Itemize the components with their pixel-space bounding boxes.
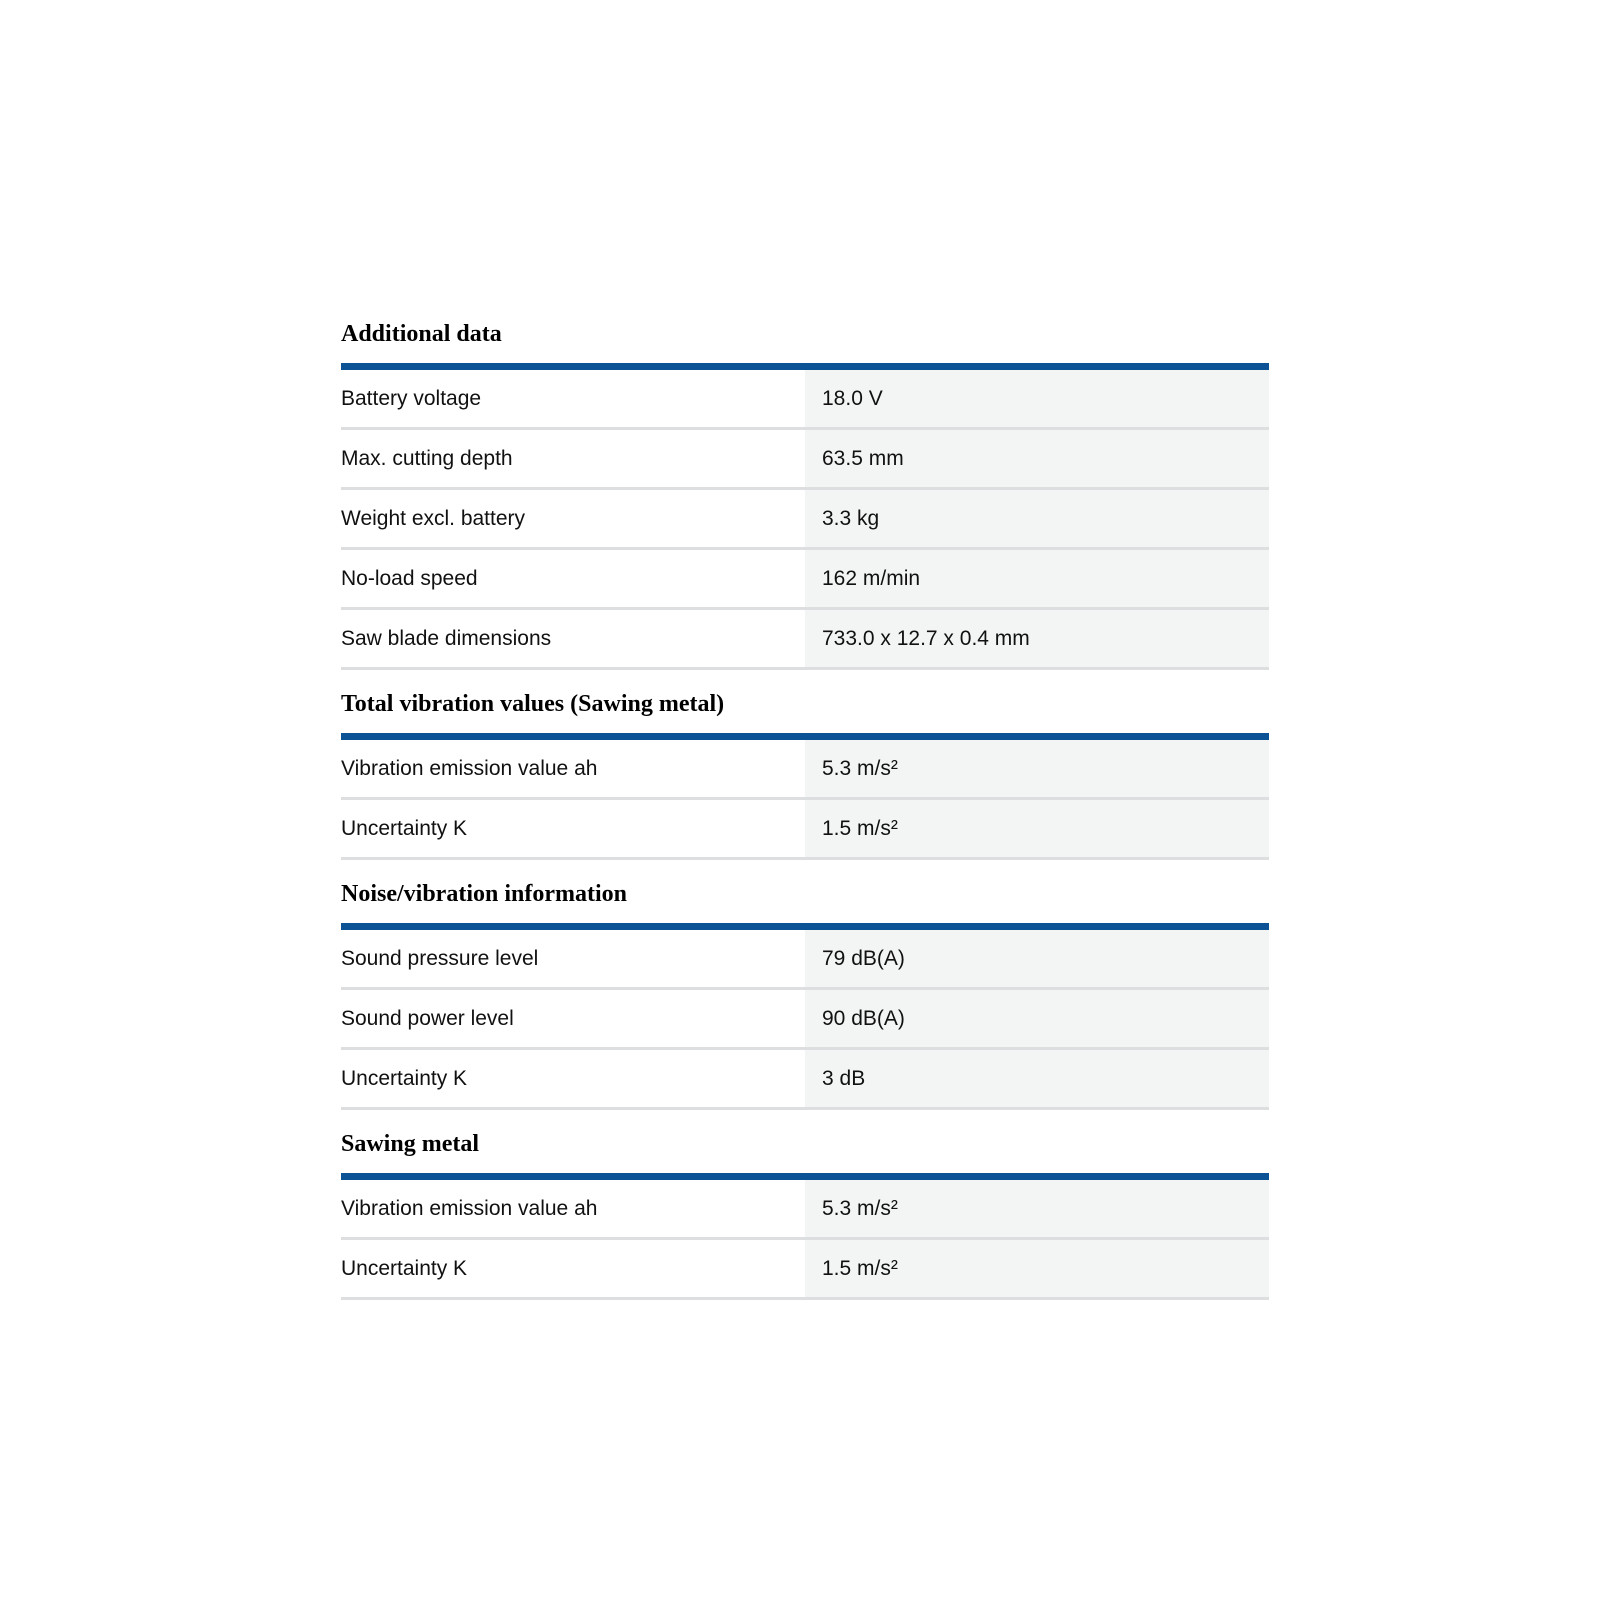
section-divider-bar [341, 733, 1269, 740]
spec-label: Uncertainty K [341, 1240, 805, 1297]
spec-value: 5.3 m/s² [805, 740, 1269, 797]
spec-label: Saw blade dimensions [341, 610, 805, 667]
spec-row-vibration-emission [341, 740, 1269, 800]
spec-value: 1.5 m/s² [805, 1240, 1269, 1297]
section-title: Additional data [341, 321, 502, 347]
spec-row-sound-pressure-level [341, 930, 1269, 990]
section-divider-bar [341, 1173, 1269, 1180]
spec-row-uncertainty [341, 1050, 1269, 1110]
spec-value: 63.5 mm [805, 430, 1269, 487]
spec-row-vibration-emission [341, 1180, 1269, 1240]
spec-sheet [341, 316, 1269, 1300]
spec-row-battery-voltage [341, 370, 1269, 430]
spec-label: Battery voltage [341, 370, 805, 427]
section-noise-vibration-information [341, 876, 1269, 1110]
spec-value: 1.5 m/s² [805, 800, 1269, 857]
spec-label: Uncertainty K [341, 800, 805, 857]
spec-label: No-load speed [341, 550, 805, 607]
spec-label: Weight excl. battery [341, 490, 805, 547]
spec-value: 18.0 V [805, 370, 1269, 427]
spec-value: 90 dB(A) [805, 990, 1269, 1047]
spec-label: Sound pressure level [341, 930, 805, 987]
spec-value: 3 dB [805, 1050, 1269, 1107]
section-sawing-metal [341, 1126, 1269, 1300]
spec-row-saw-blade-dimensions [341, 610, 1269, 670]
spec-label: Uncertainty K [341, 1050, 805, 1107]
spec-value: 162 m/min [805, 550, 1269, 607]
spec-value: 5.3 m/s² [805, 1180, 1269, 1237]
spec-row-uncertainty [341, 800, 1269, 860]
spec-value: 79 dB(A) [805, 930, 1269, 987]
section-divider-bar [341, 923, 1269, 930]
spec-row-uncertainty [341, 1240, 1269, 1300]
spec-row-no-load-speed [341, 550, 1269, 610]
section-total-vibration-values [341, 686, 1269, 860]
spec-value: 3.3 kg [805, 490, 1269, 547]
spec-row-max-cutting-depth [341, 430, 1269, 490]
spec-label: Vibration emission value ah [341, 1180, 805, 1237]
spec-value: 733.0 x 12.7 x 0.4 mm [805, 610, 1269, 667]
spec-row-weight [341, 490, 1269, 550]
section-additional-data [341, 316, 1269, 670]
section-title: Total vibration values (Sawing metal) [341, 691, 725, 717]
spec-label: Vibration emission value ah [341, 740, 805, 797]
section-title: Sawing metal [341, 1131, 479, 1157]
section-divider-bar [341, 363, 1269, 370]
section-title: Noise/vibration information [341, 881, 627, 907]
spec-label: Max. cutting depth [341, 430, 805, 487]
spec-label: Sound power level [341, 990, 805, 1047]
spec-row-sound-power-level [341, 990, 1269, 1050]
